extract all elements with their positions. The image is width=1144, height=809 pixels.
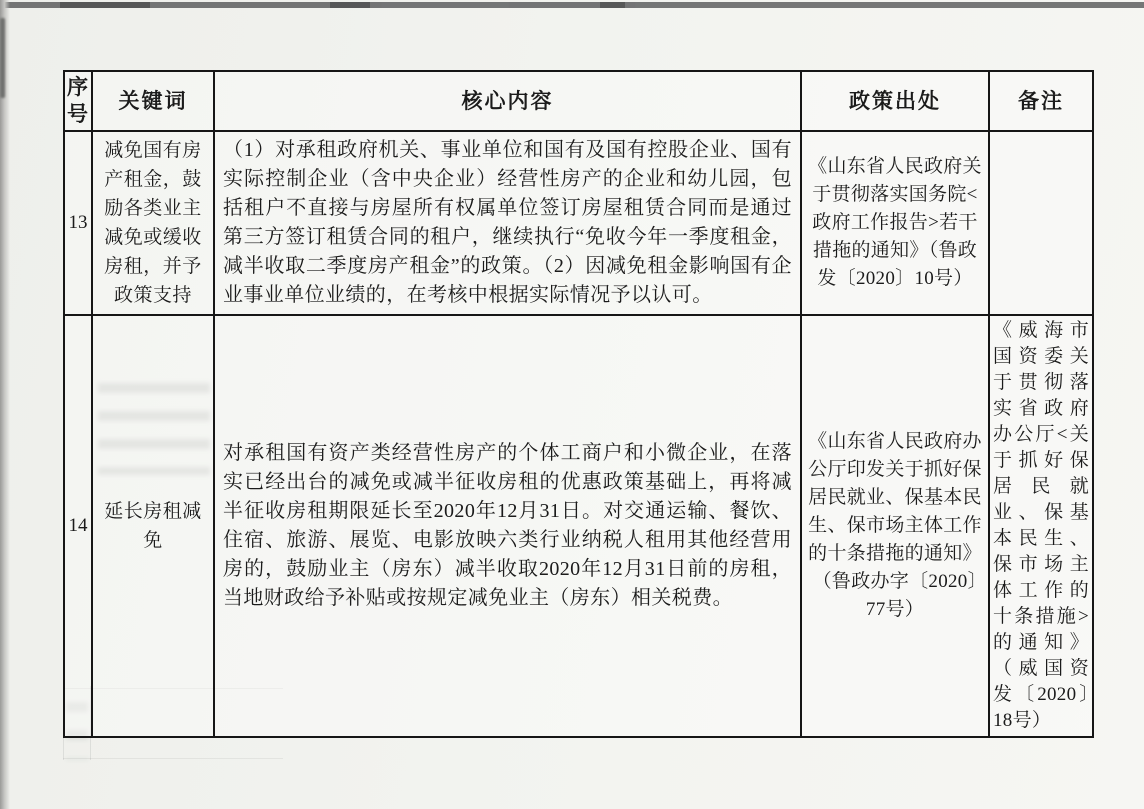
table-row <box>64 131 1093 315</box>
cell-row13-keyword: 减免国有房产租金，鼓励各类业主减免或缓收房租，并予政策支持 <box>92 131 214 315</box>
header-cell-keyword: 关键词 <box>92 71 214 131</box>
scan-edge-dark-segment <box>60 2 150 8</box>
header-cell-num: 序号 <box>64 71 92 131</box>
scan-edge-dark-segment <box>330 2 370 8</box>
scan-edge-top <box>0 2 1144 8</box>
cell-row13-num: 13 <box>64 131 92 315</box>
header-cell-content: 核心内容 <box>214 71 801 131</box>
bleedthrough-line <box>63 758 283 759</box>
cell-row14-content: 对承租国有资产类经营性房产的个体工商户和小微企业，在落实已经出台的减免或减半征收房租的优惠政策基础上，再将减半征收房租期限延长至2020年12月31日。对交通运输、餐饮、住宿、旅游、展览、电影放映六类行业纳税人租用其他经营用房的，鼓励业主（房东）减半收取2020年12月31日前的房租，当地财政给予补贴或按规定减免业主（房东）相关税费。 <box>214 315 801 737</box>
table-row <box>64 315 1093 737</box>
cell-row14-remark: 《威海市国资委关于贯彻落实省政府办公厅<关于抓好保居民就业、保基本民生、保市场主体工作的十条措施>的通知》（威国资发〔2020〕18号） <box>989 315 1093 737</box>
policy-table <box>63 70 1094 738</box>
cell-row14-source: 《山东省人民政府办公厅印发关于抓好保居民就业、保基本民生、保市场主体工作的十条措拖的通知》（鲁政办字〔2020〕77号） <box>801 315 989 737</box>
cell-row13-remark <box>989 131 1093 315</box>
scan-edge-left <box>0 0 10 809</box>
header-cell-source: 政策出处 <box>801 71 989 131</box>
cell-row14-keyword: 延长房租减免 <box>92 315 214 737</box>
cell-row13-content: （1）对承租政府机关、事业单位和国有及国有控股企业、国有实际控制企业（含中央企业）经营性房产的企业和幼儿园，包括租户不直接与房屋所有权属单位签订房屋租赁合同而是通过第三方签订租赁合同的租户，继续执行“免收今年一季度租金，减半收取二季度房产租金”的政策。（2）因减免租金影响国有企业事业单位业绩的，在考核中根据实际情况予以认可。 <box>214 131 801 315</box>
cell-row14-num: 14 <box>64 315 92 737</box>
cell-row13-source: 《山东省人民政府关于贯彻落实国务院<政府工作报告>若干措拖的通知》（鲁政发〔2020〕10号） <box>801 131 989 315</box>
table-header-row <box>64 71 1093 131</box>
header-cell-remark: 备注 <box>989 71 1093 131</box>
scan-smudge <box>0 18 5 98</box>
scan-edge-dark-segment <box>600 2 625 8</box>
